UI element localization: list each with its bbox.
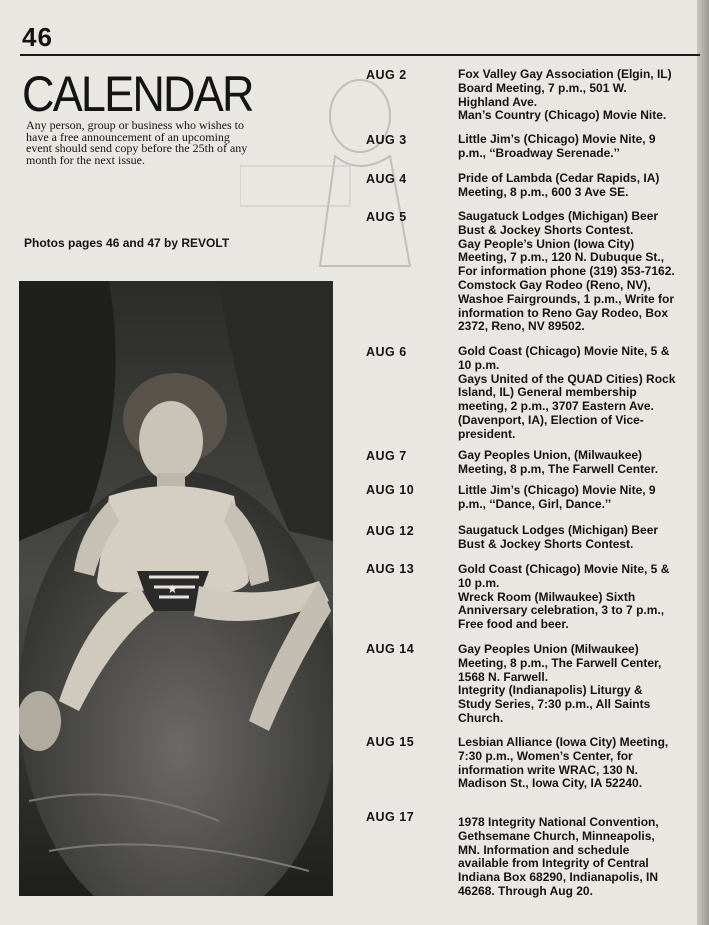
entry-line: 1978 Integrity National Convention, Gethsemane Church, Minneapolis, MN. Information and schedule available from Integrity of Central Indiana Box 68290, Indianapolis, IN 46268. Through Aug 20. <box>458 815 659 898</box>
entry-line: Wreck Room (Milwaukee) Sixth Anniversary celebration, 3 to 7 p.m., Free food and beer. <box>458 589 665 632</box>
entry-line: Comstock Gay Rodeo (Reno, NV), Washoe Fairgrounds, 1 p.m., Write for information to Reno Gay Rodeo, Box 2372, Reno, NV 89502. <box>458 277 675 334</box>
svg-text:★: ★ <box>167 582 178 596</box>
entry-details <box>458 736 678 791</box>
entry-date: AUG 10 <box>366 483 415 497</box>
entry-details <box>458 643 678 726</box>
entry-line: Gold Coast (Chicago) Movie Nite, 5 & 10 p.m. <box>458 562 670 590</box>
entry-details <box>458 210 678 334</box>
photo-credit: Photos pages 46 and 47 by REVOLT <box>24 236 230 250</box>
entry-line: Lesbian Alliance (Iowa City) Meeting, 7:30 p.m., Women’s Center, for information write WRAC, 130 N. Madison St., Iowa City, IA 52240. <box>458 735 669 791</box>
entry-details <box>458 563 678 632</box>
intro-text: Any person, group or business who wishes to have a free announcement of an upcoming event should send copy before the 25th of any month for the next issue. <box>26 118 248 167</box>
entry-line: Little Jim’s (Chicago) Movie Nite, 9 p.m., ‘‘Broadway Serenade.’’ <box>458 132 656 160</box>
entry-details <box>458 133 678 161</box>
entry-date: AUG 17 <box>366 810 415 824</box>
entry-details <box>458 484 678 512</box>
entry-date: AUG 5 <box>366 210 407 224</box>
entry-date: AUG 4 <box>366 172 407 186</box>
entry-line: Gay Peoples Union, (Milwaukee) Meeting, 8 p.m, The Farwell Center. <box>458 448 659 476</box>
entry-date: AUG 3 <box>366 133 407 147</box>
page-title: CALENDAR <box>22 66 253 122</box>
entry-line: Saugatuck Lodges (Michigan) Beer Bust & Jockey Shorts Contest. <box>458 523 659 551</box>
entry-date: AUG 2 <box>366 68 407 82</box>
entry-details <box>458 449 678 477</box>
entry-details <box>458 172 678 200</box>
entry-details <box>458 524 678 552</box>
entry-line: Little Jim’s (Chicago) Movie Nite, 9 p.m., ‘‘Dance, Girl, Dance.’’ <box>458 483 656 511</box>
entry-line: Gold Coast (Chicago) Movie Nite, 5 & 10 p.m. <box>458 344 670 372</box>
entry-date: AUG 14 <box>366 642 415 656</box>
entry-line: Saugatuck Lodges (Michigan) Beer Bust & Jockey Shorts Contest. <box>458 209 659 237</box>
entry-details <box>458 816 678 899</box>
entry-line: Man’s Country (Chicago) Movie Nite. <box>458 108 667 123</box>
entry-line: Fox Valley Gay Association (Elgin, IL) Board Meeting, 7 p.m., 501 W. Highland Ave. <box>458 67 672 109</box>
entry-date: AUG 13 <box>366 562 415 576</box>
entry-line: Gays United of the QUAD Cities) Rock Island, IL) General membership meeting, 2 p.m., 3707 Eastern Ave. (Davenport, IA), Election of Vice-president. <box>458 371 676 441</box>
entry-date: AUG 15 <box>366 735 415 749</box>
entry-line: Gay Peoples Union (Milwaukee) Meeting, 8 p.m., The Farwell Center, 1568 N. Farwell. <box>458 642 662 684</box>
entry-line: Pride of Lambda (Cedar Rapids, IA) Meeting, 8 p.m., 600 3 Ave SE. <box>458 171 660 199</box>
entry-date: AUG 7 <box>366 449 407 463</box>
entry-date: AUG 12 <box>366 524 415 538</box>
entry-details <box>458 68 678 123</box>
entry-line: Integrity (Indianapolis) Liturgy & Study Series, 7:30 p.m., All Saints Church. <box>458 683 651 725</box>
entry-details <box>458 345 678 442</box>
entry-date: AUG 6 <box>366 345 407 359</box>
entry-line: Gay People’s Union (Iowa City) Meeting, 7 p.m., 120 N. Dubuque St., For information phone (319) 353-7162. <box>458 236 675 279</box>
page-number: 46 <box>22 22 53 52</box>
